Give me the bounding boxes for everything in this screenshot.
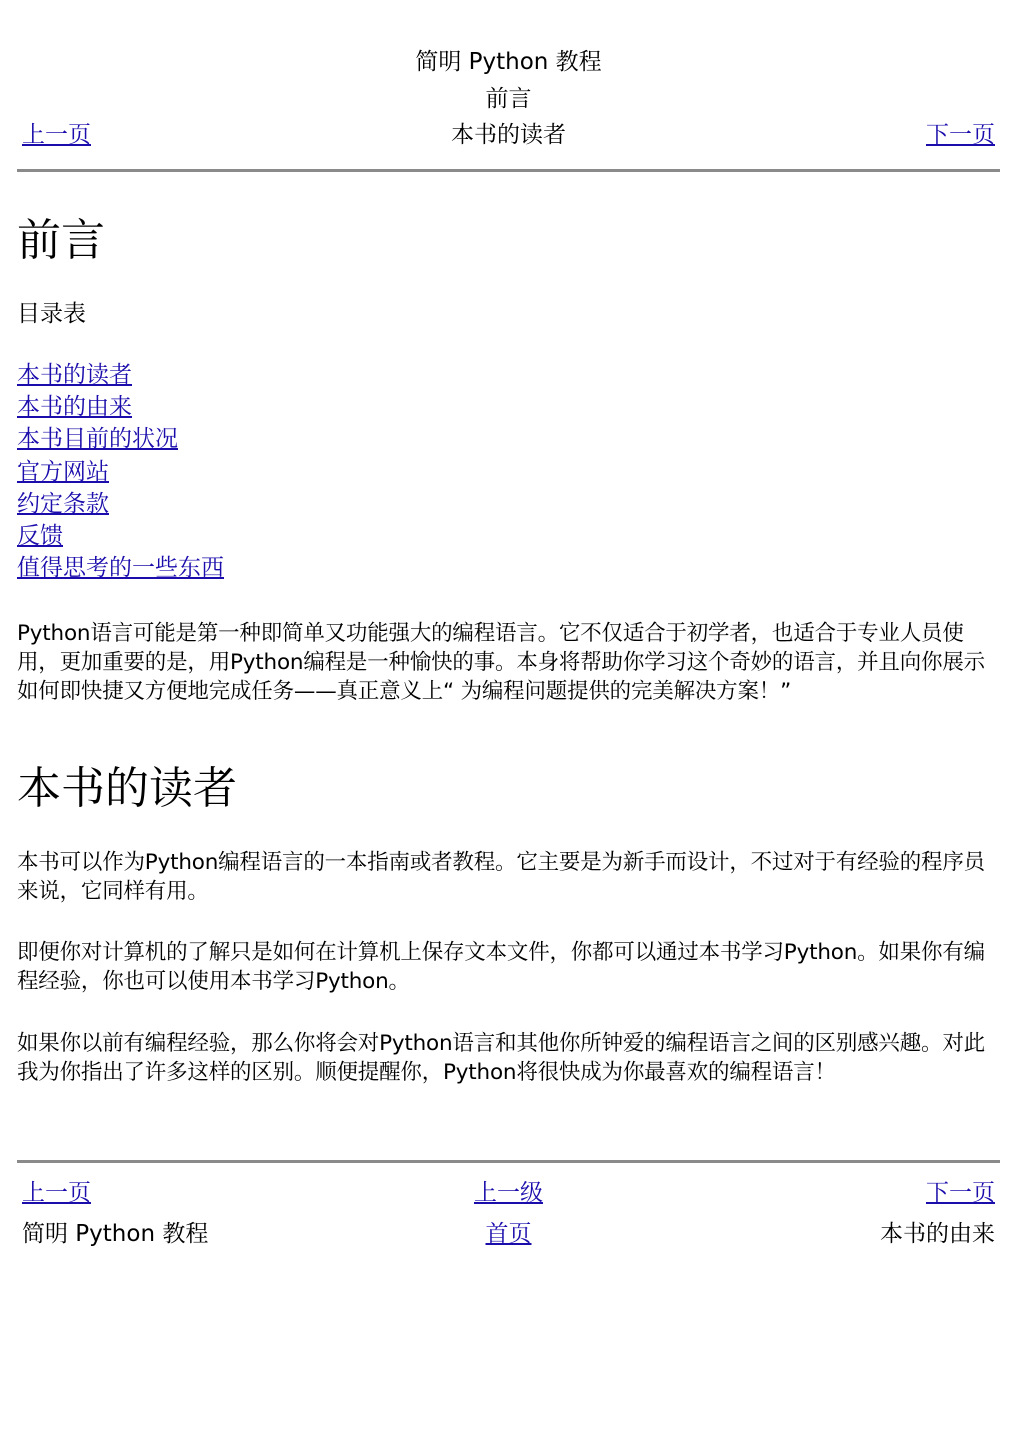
footer-navigation — [17, 1177, 1000, 1257]
next-page-link[interactable]: 下一页 — [926, 122, 995, 148]
table-of-contents — [17, 359, 224, 584]
readers-paragraph: 本书可以作为Python编程语言的一本指南或者教程。它主要是为新手而设计，不过对于有经验的程序员来说，它同样有用。 — [17, 850, 985, 904]
header-nav-row — [17, 119, 1000, 151]
toc-link-feedback[interactable]: 反馈 — [17, 523, 63, 550]
toc-link-website[interactable]: 官方网站 — [17, 458, 109, 485]
current-section-title: 本书的读者 — [451, 122, 566, 148]
toc-link-conventions[interactable]: 约定条款 — [17, 490, 109, 517]
intro-paragraph: Python语言可能是第一种即简单又功能强大的编程语言。它不仅适合于初学者，也适合于专业人员使用，更加重要的是，用Python编程是一种愉快的事。本身将帮助你学习这个奇妙的语言，并且向你展示如何即快捷又方便地完成任务——真正意义上“ 为编程问题提供的完美解决方案！” — [17, 621, 985, 704]
footer-home-link[interactable]: 首页 — [485, 1221, 532, 1247]
preface-heading: 前言 — [17, 215, 105, 266]
page — [17, 0, 1000, 1247]
footer-divider — [17, 1160, 1000, 1163]
footer-prev-link[interactable]: 上一页 — [22, 1180, 91, 1206]
toc-title: 目录表 — [17, 301, 86, 327]
toc-link-food-for-thought[interactable]: 值得思考的一些东西 — [17, 555, 224, 582]
footer-prev-title: 简明 Python 教程 — [22, 1221, 209, 1247]
footer-nav-links — [17, 1177, 1000, 1209]
readers-paragraph: 即便你对计算机的了解只是如何在计算机上保存文本文件，你都可以通过本书学习Python。如果你有编程经验，你也可以使用本书学习Python。 — [17, 940, 985, 994]
toc-link-status[interactable]: 本书目前的状况 — [17, 426, 178, 453]
toc-link-origin[interactable]: 本书的由来 — [17, 394, 132, 421]
chapter-title: 前言 — [485, 86, 532, 112]
toc-link-readers[interactable]: 本书的读者 — [17, 362, 132, 388]
header-navigation — [17, 0, 1000, 172]
footer-nav-titles — [17, 1218, 1000, 1250]
footer-next-title: 本书的由来 — [880, 1221, 995, 1247]
book-title: 简明 Python 教程 — [415, 49, 602, 75]
readers-heading: 本书的读者 — [17, 763, 237, 814]
header-divider — [17, 169, 1000, 172]
footer-up-link[interactable]: 上一级 — [474, 1180, 543, 1206]
readers-paragraph: 如果你以前有编程经验，那么你将会对Python语言和其他你所钟爱的编程语言之间的区别感兴趣。对此我为你指出了许多这样的区别。顺便提醒你，Python将很快成为你最喜欢的编程语言！ — [17, 1031, 985, 1085]
prev-page-link[interactable]: 上一页 — [22, 122, 91, 148]
footer-next-link[interactable]: 下一页 — [926, 1180, 995, 1206]
